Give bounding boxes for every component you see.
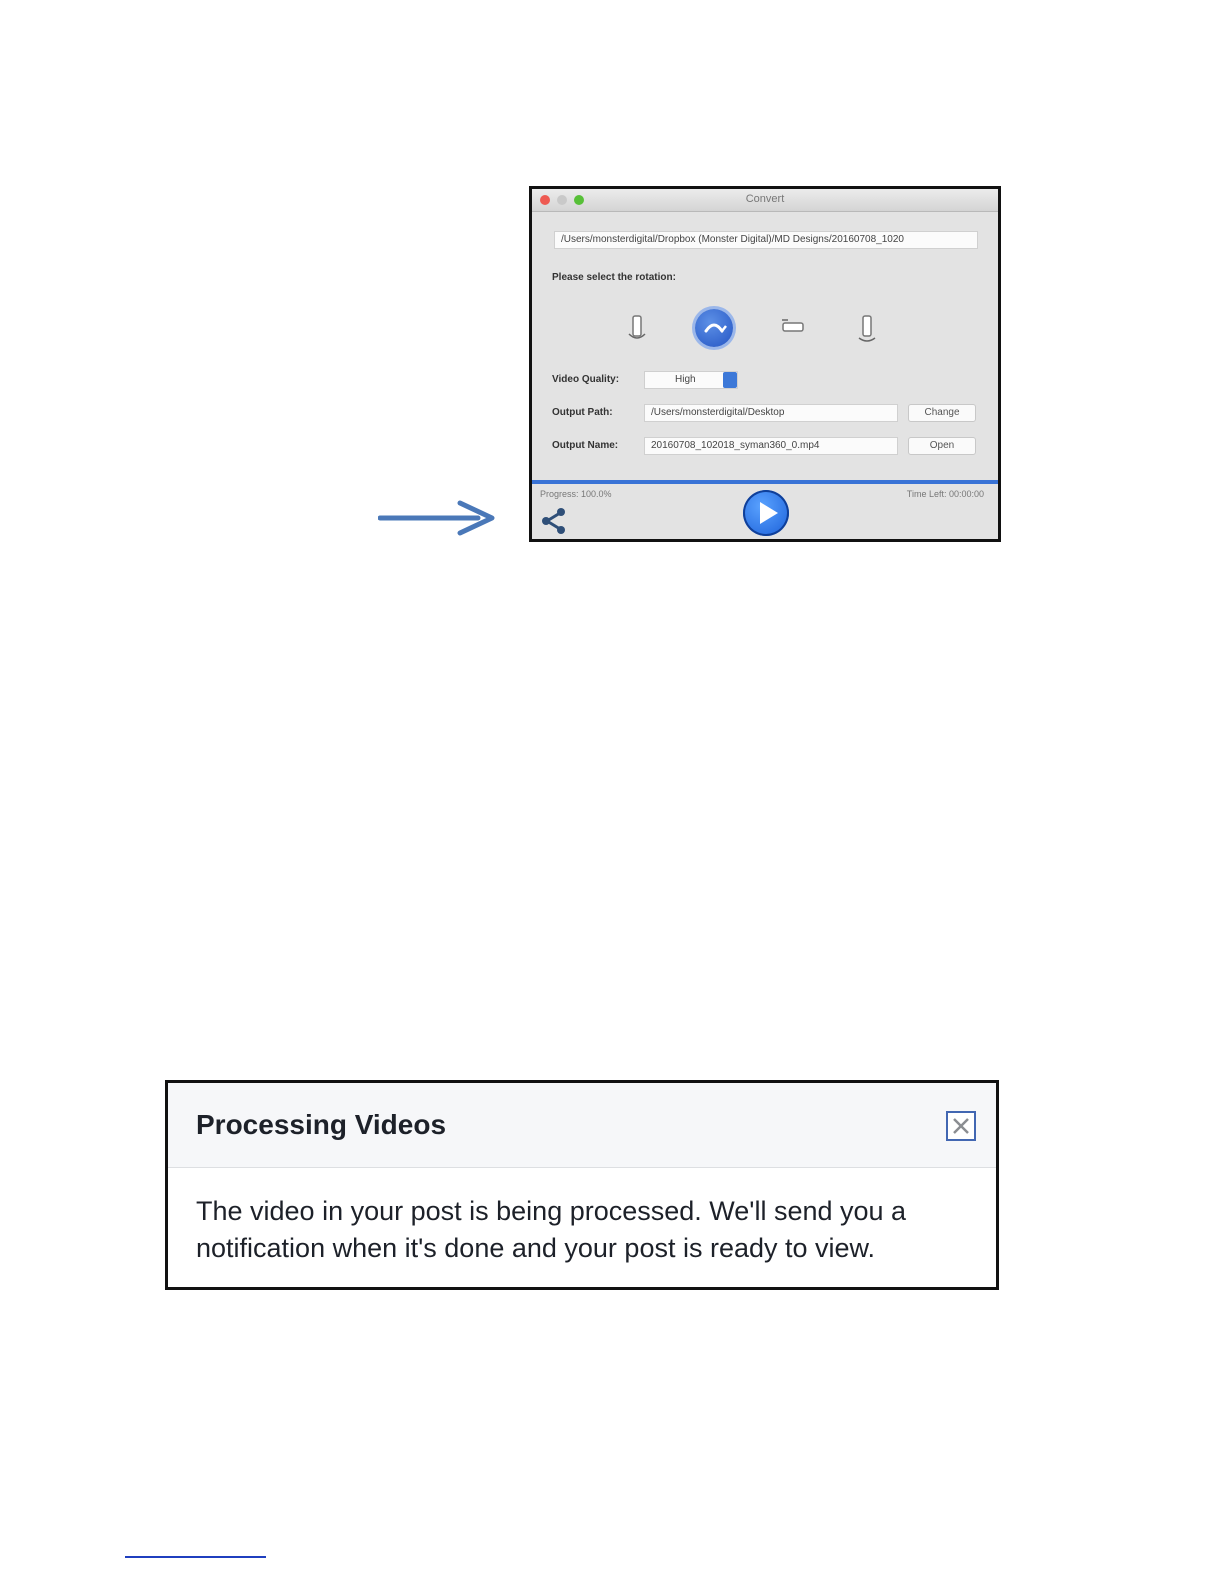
rotate-default-icon[interactable] — [695, 309, 733, 347]
open-button[interactable]: Open — [908, 437, 976, 455]
progress-text: Progress: 100.0% — [540, 489, 612, 499]
progress-bar — [532, 480, 998, 484]
output-path-label: Output Path: — [552, 407, 613, 418]
window-titlebar — [532, 189, 998, 212]
input-path-field[interactable]: /Users/monsterdigital/Dropbox (Monster Digital)/MD Designs/20160708_1020 — [554, 231, 978, 249]
convert-window — [529, 186, 1001, 542]
output-name-field[interactable]: 20160708_102018_syman360_0.mp4 — [644, 437, 898, 455]
video-quality-value: High — [675, 374, 696, 385]
output-path-field[interactable]: /Users/monsterdigital/Desktop — [644, 404, 898, 422]
play-icon — [743, 490, 789, 536]
time-left-text: Time Left: 00:00:00 — [906, 489, 984, 499]
close-button[interactable] — [946, 1111, 976, 1141]
close-icon — [948, 1113, 974, 1139]
dialog-message: The video in your post is being processed. We'll send you a notification when it's done and your post is ready to view. — [196, 1196, 907, 1263]
right-arrow-icon — [378, 500, 502, 536]
rotation-prompt: Please select the rotation: — [552, 272, 676, 283]
dialog-header — [168, 1083, 996, 1168]
video-quality-select[interactable] — [644, 371, 738, 389]
rotate-portrait-icon[interactable] — [620, 310, 654, 344]
window-title: Convert — [745, 193, 785, 205]
chevron-down-icon — [723, 372, 737, 388]
footnote-divider — [125, 1556, 266, 1558]
processing-dialog — [165, 1080, 999, 1290]
share-icon[interactable] — [540, 507, 568, 535]
change-button[interactable]: Change — [908, 404, 976, 422]
rotate-landscape-icon[interactable] — [776, 310, 810, 344]
rotate-flip-icon[interactable] — [850, 310, 884, 344]
dialog-title: Processing Videos — [196, 1109, 447, 1140]
output-name-label: Output Name: — [552, 440, 619, 451]
video-quality-label: Video Quality: — [552, 374, 620, 385]
play-button[interactable] — [743, 490, 789, 536]
